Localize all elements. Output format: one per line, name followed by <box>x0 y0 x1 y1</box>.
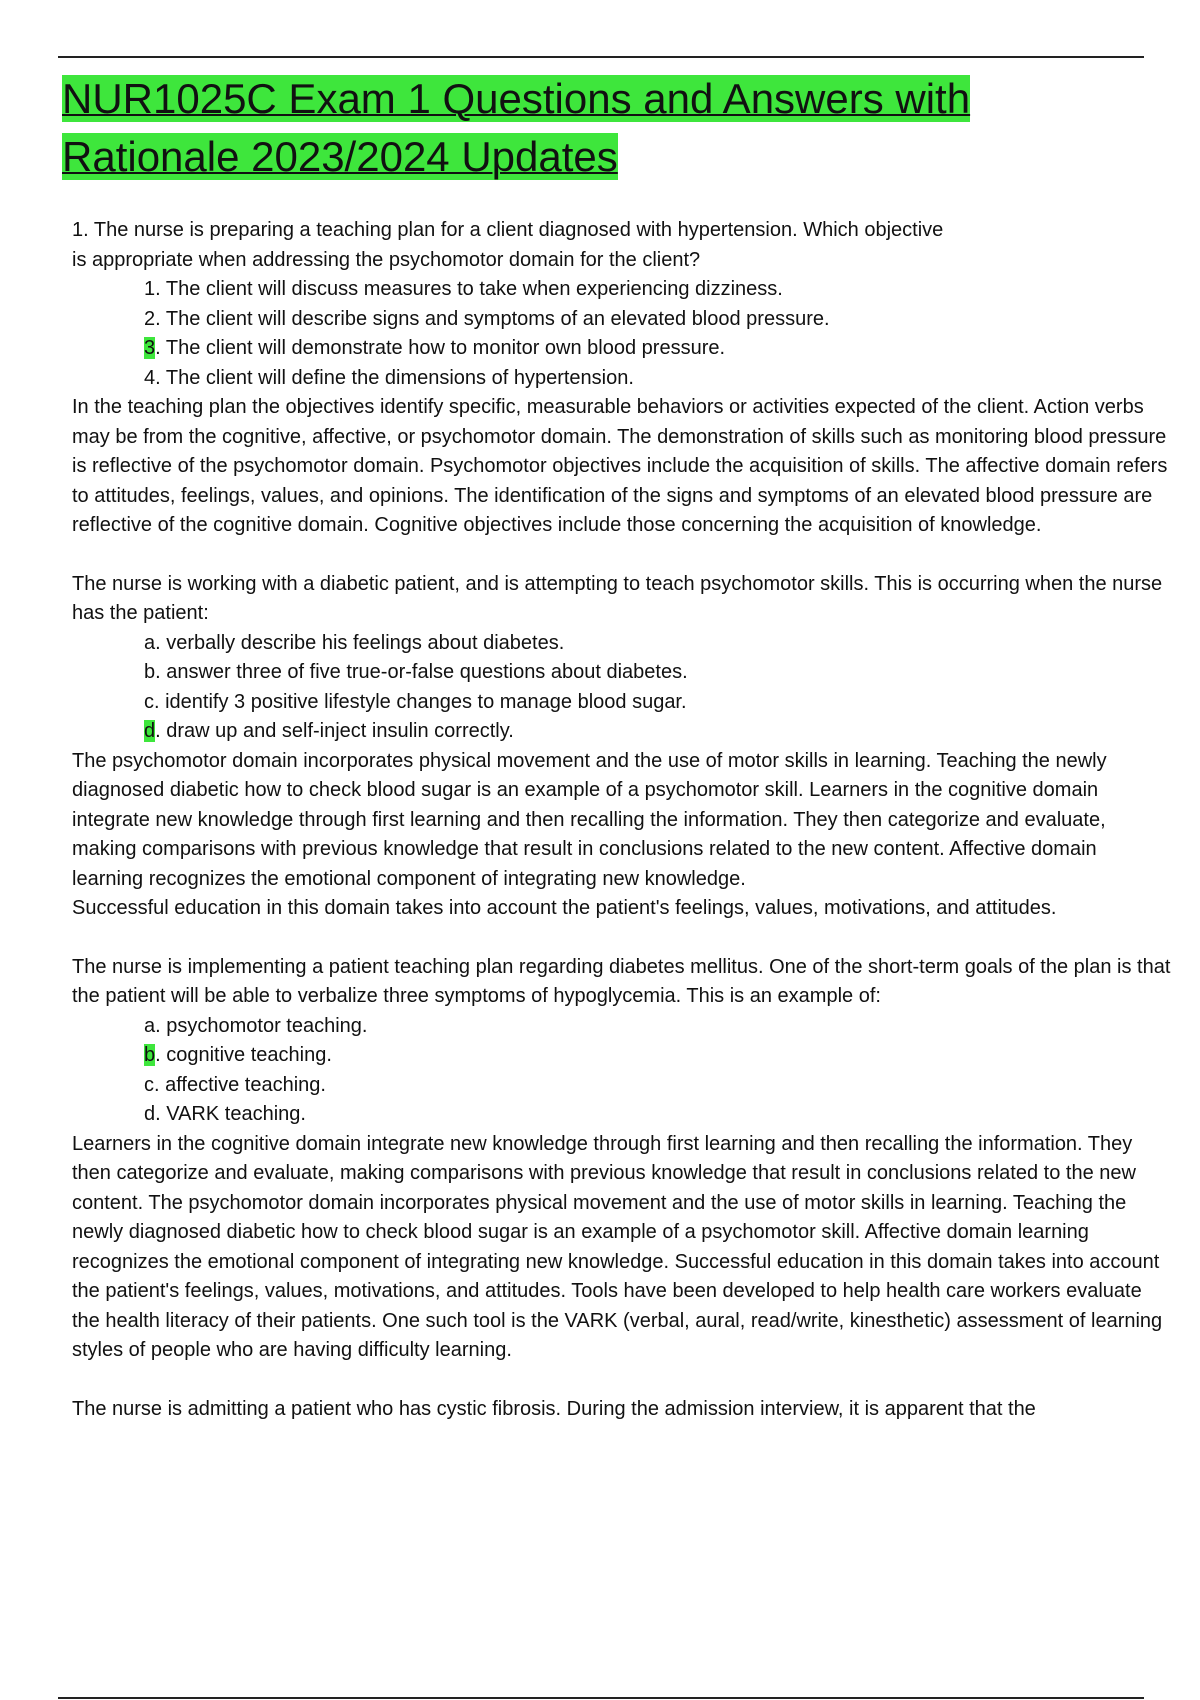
question-2-option-a <box>72 629 1172 659</box>
option-text: . identify 3 positive lifestyle changes to manage blood sugar. <box>154 690 687 713</box>
option-marker: b <box>144 661 156 683</box>
question-2-rationale-continued: Successful education in this domain takes into account the patient's feelings, values, motivations, and attitudes. <box>72 897 1057 919</box>
document-body <box>72 216 1172 1424</box>
question-2-option-b <box>72 658 1172 688</box>
option-text: . The client will describe signs and symptoms of an elevated blood pressure. <box>155 307 830 330</box>
option-marker: c <box>144 1073 154 1096</box>
question-3-stem: The nurse is implementing a patient teaching plan regarding diabetes mellitus. One of the short-term goals of the plan is that the patient will be able to verbalize three symptoms of hypoglycemia. This is an example of: <box>72 955 1171 1007</box>
question-1-stem-line-1: 1. The nurse is preparing a teaching plan for a client diagnosed with hypertension. Which objective <box>72 219 944 241</box>
option-text: . answer three of five true-or-false questions about diabetes. <box>155 661 688 683</box>
option-text: . affective teaching. <box>154 1073 326 1096</box>
correct-answer-highlight: b <box>144 1044 156 1066</box>
option-marker: a <box>144 631 156 654</box>
question-3-option-a <box>72 1012 1172 1042</box>
question-1-stem <box>72 216 1172 275</box>
option-text: . The client will demonstrate how to monitor own blood pressure. <box>155 337 726 359</box>
correct-answer-highlight: 3 <box>144 337 156 359</box>
option-marker: c <box>144 690 154 713</box>
title-line-2: Rationale 2023/2024 Updates <box>62 133 618 180</box>
option-text: . VARK teaching. <box>155 1103 306 1125</box>
question-2-option-c <box>72 688 1172 718</box>
question-4-stem: The nurse is admitting a patient who has cystic fibrosis. During the admission interview, it is apparent that the <box>72 1397 1036 1420</box>
question-3-option-c <box>72 1071 1172 1101</box>
document-title <box>62 70 1122 186</box>
question-2-option-d <box>72 717 1172 747</box>
spacer <box>72 1366 1172 1395</box>
title-line-1: NUR1025C Exam 1 Questions and Answers with <box>62 75 971 122</box>
option-marker: 1 <box>144 278 156 300</box>
question-3-rationale: Learners in the cognitive domain integrate new knowledge through first learning and then recalling the information. They then categorize and evaluate, making comparisons with previous knowledge that result in conclusions related to the new content. The psychomotor domain incorporates physical movement and the use of motor skills in learning. Teaching the newly diagnosed diabetic how to check blood sugar is an example of a psychomotor skill. Affective domain learning recognizes the emotional component of integrating new knowledge. Successful education in this domain takes into account the patient's feelings, values, motivations, and attitudes. Tools have been developed to help health care workers evaluate the health literacy of their patients. One such tool is the VARK (verbal, aural, read/write, kinesthetic) assessment of learning styles of people who are having difficulty learning. <box>72 1132 1163 1361</box>
question-2 <box>72 570 1172 924</box>
option-text: . psychomotor teaching. <box>155 1014 368 1037</box>
spacer <box>72 541 1172 570</box>
option-marker: a <box>144 1014 156 1037</box>
correct-answer-highlight: d <box>144 720 156 742</box>
question-4 <box>72 1395 1172 1425</box>
question-1-stem-line-2: is appropriate when addressing the psychomotor domain for the client? <box>72 248 701 271</box>
question-2-rationale: The psychomotor domain incorporates physical movement and the use of motor skills in learning. Teaching the newly diagnosed diabetic how to check blood sugar is an example of a psychomotor skill. Learners in the cognitive domain integrate new knowledge through first learning and then recalling the information. They then categorize and evaluate, making comparisons with previous knowledge that result in conclusions related to the new content. Affective domain learning recognizes the emotional component of integrating new knowledge. <box>72 749 1107 890</box>
bottom-rule <box>58 1697 1144 1699</box>
question-3-option-d <box>72 1100 1172 1130</box>
question-2-stem: The nurse is working with a diabetic patient, and is attempting to teach psychomotor skills. This is occurring when the nurse has the patient: <box>72 572 1163 624</box>
question-3-option-b <box>72 1041 1172 1071</box>
top-rule <box>58 56 1144 58</box>
question-3 <box>72 953 1172 1366</box>
question-1 <box>72 216 1172 541</box>
question-1-option-4 <box>72 364 1172 394</box>
spacer <box>72 924 1172 953</box>
option-text: . The client will define the dimensions of hypertension. <box>155 366 634 389</box>
option-text: . cognitive teaching. <box>155 1044 332 1066</box>
question-1-rationale: In the teaching plan the objectives identify specific, measurable behaviors or activities expected of the client. Action verbs may be from the cognitive, affective, or psychomotor domain. The demonstration of skills such as monitoring blood pressure is reflective of the psychomotor domain. Psychomotor objectives include the acquisition of skills. The affective domain refers to attitudes, feelings, values, and opinions. The identification of the signs and symptoms of an elevated blood pressure are reflective of the cognitive domain. Cognitive objectives include those concerning the acquisition of knowledge. <box>72 396 1168 536</box>
question-1-option-2 <box>72 305 1172 335</box>
option-marker: d <box>144 1103 156 1125</box>
option-text: . verbally describe his feelings about diabetes. <box>155 631 565 654</box>
option-marker: 4 <box>144 366 156 389</box>
question-1-option-3 <box>72 334 1172 364</box>
option-text: . The client will discuss measures to take when experiencing dizziness. <box>155 278 783 300</box>
option-text: . draw up and self-inject insulin correctly. <box>155 720 514 742</box>
question-1-option-1 <box>72 275 1172 305</box>
option-marker: 2 <box>144 307 156 330</box>
